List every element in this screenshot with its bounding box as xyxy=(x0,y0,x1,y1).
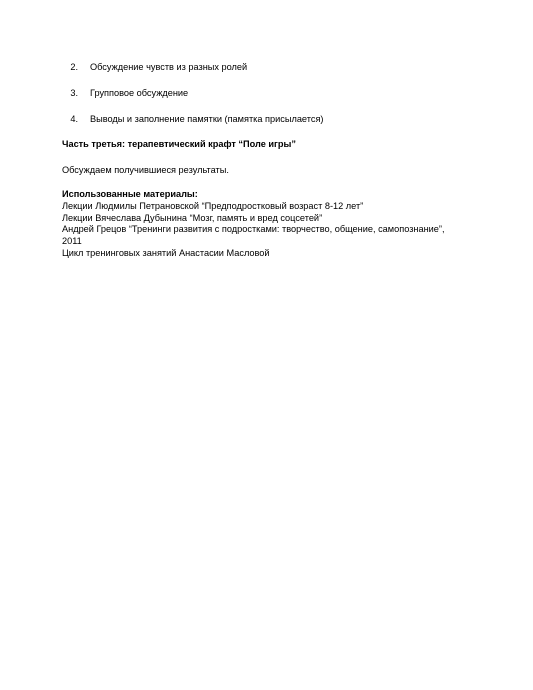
materials-line: Лекции Вячеслава Дубынина “Мозг, память и вред соцсетей” xyxy=(62,212,323,223)
list-item-text: Групповое обсуждение xyxy=(90,88,189,98)
part-three-heading: Часть третья: терапевтический крафт “Поле игры” xyxy=(62,139,296,149)
list-item-number: 4. xyxy=(70,114,78,124)
materials-line: Лекции Людмилы Петрановской “Предподростковый возраст 8-12 лет” xyxy=(62,200,364,211)
list-item xyxy=(62,87,482,99)
materials-line: 2011 xyxy=(62,236,82,247)
materials-heading: Использованные материалы: xyxy=(62,189,198,199)
part-three-paragraph: Обсуждаем получившиеся результаты. xyxy=(62,165,229,175)
list-item-number: 2. xyxy=(70,62,78,72)
list-item xyxy=(62,113,482,125)
materials-line: Цикл тренинговых занятий Анастасии Масловой xyxy=(62,247,270,258)
numbered-list xyxy=(62,61,482,139)
materials-section xyxy=(62,189,482,260)
materials-line: Андрей Грецов “Тренинги развития с подростками: творчество, общение, самопознание”, xyxy=(62,224,445,235)
list-item xyxy=(62,61,482,73)
list-item-text: Обсуждение чувств из разных ролей xyxy=(90,62,248,72)
list-item-number: 3. xyxy=(70,88,78,98)
list-item-text: Выводы и заполнение памятки (памятка присылается) xyxy=(90,114,324,124)
